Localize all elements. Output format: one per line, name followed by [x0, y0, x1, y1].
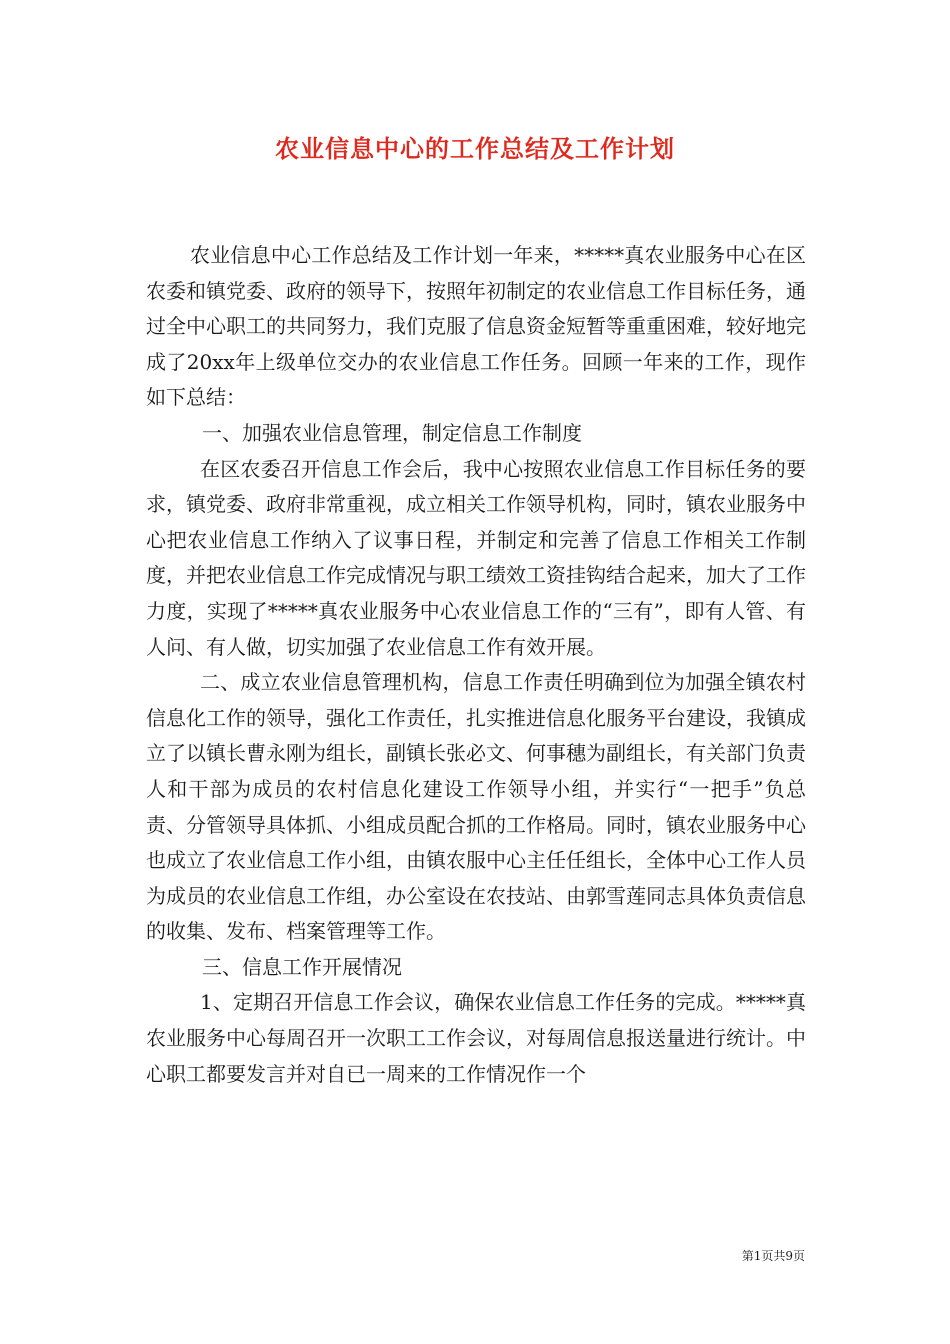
document-title: 农业信息中心的工作总结及工作计划	[275, 134, 675, 163]
page-number: 第1页共9页	[741, 1249, 805, 1263]
section-heading-2-paragraph: 二、成立农业信息管理机构，信息工作责任明确到位为加强全镇农村信息化工作的领导，强化工作责任，扎实推进信息化服务平台建设，我镇成立了以镇长曹永刚为组长，副镇长张必文、何事穗为副组长，有关部门负责人和干部为成员的农村信息化建设工作领导小组，并实行“一把手”负总责、分管领导具体抓、小组成员配合抓的工作格局。同时，镇农业服务中心也成立了农业信息工作小组，由镇农服中心主任任组长，全体中心工作人员为成员的农业信息工作组，办公室设在农技站、由郭雪莲同志具体负责信息的收集、发布、档案管理等工作。	[146, 670, 806, 944]
section-heading-1: 一、加强农业信息管理，制定信息工作制度	[202, 420, 582, 445]
document-body	[146, 238, 806, 1092]
paragraph-section-1: 在区农委召开信息工作会后，我中心按照农业信息工作目标任务的要求，镇党委、政府非常重视，成立相关工作领导机构，同时，镇农业服务中心把农业信息工作纳入了议事日程，并制定和完善了信息工作相关工作制度，并把农业信息工作完成情况与职工绩效工资挂钩结合起来，加大了工作力度，实现了*****真农业服务中心农业信息工作的“三有”，即有人管、有人问、有人做，切实加强了农业信息工作有效开展。	[146, 456, 806, 659]
section-heading-3: 三、信息工作开展情况	[202, 954, 402, 979]
paragraph-section-3-item-1: 1、定期召开信息工作会议，确保农业信息工作任务的完成。*****真农业服务中心每周召开一次职工工作会议，对每周信息报送量进行统计。中心职工都要发言并对自已一周来的工作情况作一个	[146, 990, 806, 1086]
paragraph-intro: 农业信息中心工作总结及工作计划一年来，*****真农业服务中心在区农委和镇党委、政府的领导下，按照年初制定的农业信息工作目标任务，通过全中心职工的共同努力，我们克服了信息资金短暂等重重困难，较好地完成了20xx年上级单位交办的农业信息工作任务。回顾一年来的工作，现作如下总结：	[146, 243, 806, 410]
